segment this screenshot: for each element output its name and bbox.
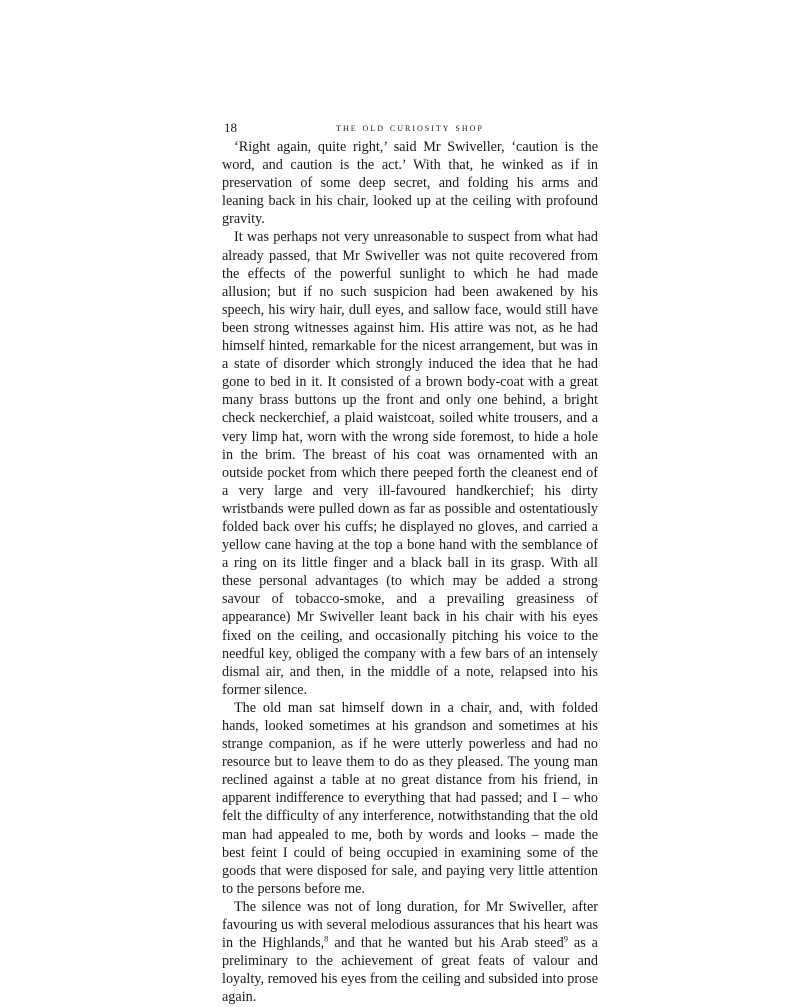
paragraph: ‘Right again, quite right,’ said Mr Swiveller, ‘caution is the word, and caution is the act.’ With that, he winked as if in preservation of some deep secret, and folding his arms and leaning back in his chair, looked up at the ceiling with profound gravity. — [222, 139, 598, 228]
paragraph — [222, 898, 598, 1007]
footnote-marker[interactable]: 9 — [563, 933, 568, 944]
page-number: 18 — [224, 120, 237, 135]
book-page — [222, 118, 598, 1007]
footnote-marker[interactable]: 8 — [324, 933, 329, 944]
running-head — [222, 118, 598, 138]
running-title: the old curiosity shop — [336, 122, 484, 134]
body-text — [222, 138, 598, 1007]
paragraph-text: and that he wanted but his Arab steed — [328, 935, 564, 952]
paragraph: It was perhaps not very unreasonable to suspect from what had already passed, that Mr Swiveller was not quite recovered from the effects of the powerful sunlight to which he had made allusion; but if no such suspicion had been awakened by his speech, his wiry hair, dull eyes, and sallow face, would still have been strong witnesses against him. His attire was not, as he had himself hinted, remarkable for the nicest arrangement, but was in a state of disorder which strongly induced the idea that he had gone to bed in it. It consisted of a brown body-coat with a great many brass buttons up the front and only one behind, a bright check neckerchief, a plaid waistcoat, soiled white trousers, and a very limp hat, worn with the wrong side foremost, to hide a hole in the brim. The breast of his coat was ornamented with an outside pocket from which there peeped forth the cleanest end of a very large and very ill-favoured handkerchief; his dirty wristbands were pulled down as far as possible and ostentatiously folded back over his cuffs; he displayed no gloves, and carried a yellow cane having at the top a bone hand with the semblance of a ring on its little finger and a black ball in its grasp. With all these personal advantages (to which may be added a strong savour of tobacco-smoke, and a prevailing greasiness of appearance) Mr Swiveller leant back in his chair with his eyes fixed on the ceiling, and occasionally pitching his voice to the needful key, obliged the company with a few bars of an intensely dismal air, and then, in the middle of a note, relapsed into his former silence. — [222, 229, 598, 698]
paragraph-text: as a preliminary to the achievement of great feats of valour and loyalty, removed his eyes from the ceiling and subsided into prose again. — [222, 935, 598, 1006]
paragraph-text: The silence was not of long duration, for Mr Swiveller, after favouring us with several melodious assurances that his heart was in the Highlands, — [222, 898, 598, 952]
paragraph: The old man sat himself down in a chair, and, with folded hands, looked sometimes at his grandson and sometimes at his strange companion, as if he were utterly powerless and had no resource but to leave them to do as they pleased. The young man reclined against a table at no great distance from his friend, in apparent indifference to everything that had passed; and I – who felt the difficulty of any interference, notwithstanding that the old man had appealed to me, both by words and looks – made the best feint I could of being occupied in examining some of the goods that were disposed for sale, and paying very little attention to the persons before me. — [222, 699, 598, 897]
